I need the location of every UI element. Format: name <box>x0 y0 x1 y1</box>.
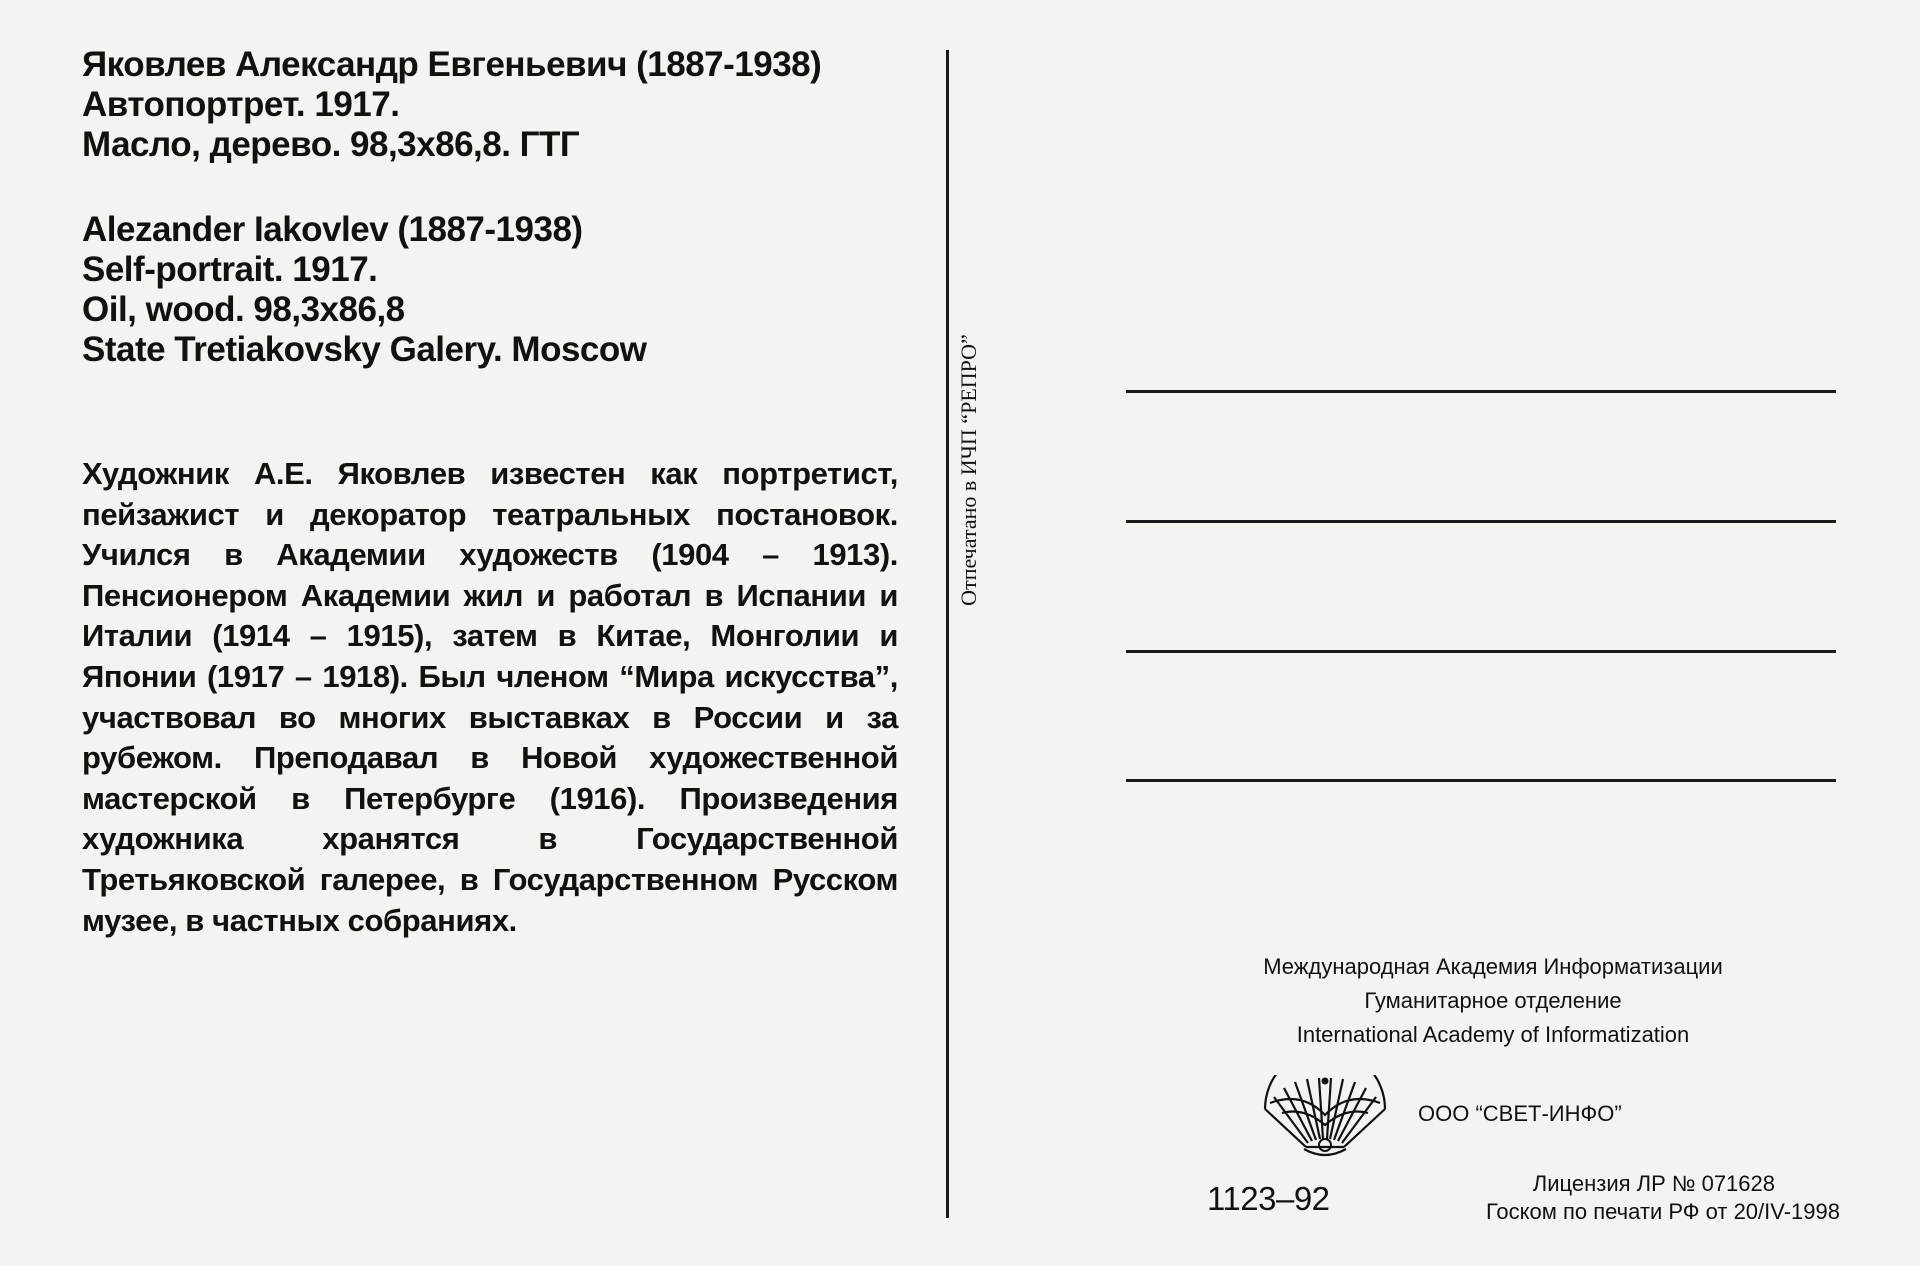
publisher-line: International Academy of Informatization <box>1296 1022 1690 1047</box>
publisher-block <box>1238 950 1748 1052</box>
printer-note: Отпечатано в ИЧП “РЕПРО” <box>956 334 981 606</box>
publisher-line: Международная Академия Информатизации <box>1263 954 1723 979</box>
center-divider <box>946 50 949 1218</box>
address-line <box>1126 520 1836 523</box>
address-line <box>1126 650 1836 653</box>
artwork-medium-ru: Масло, дерево. 98,3х86,8. ГТГ <box>82 125 580 164</box>
artwork-title-ru: Автопортрет. 1917. <box>82 85 400 124</box>
license-authority: Госком по печати РФ от 20/IV-1998 <box>1485 1199 1840 1224</box>
artist-biography: Художник А.Е. Яковлев известен как портретист, пейзажист и декоратор театральных постановок. Учился в Академии художеств (1904 – 1913). Пенсионером Академии жил и работал в Испании и Италии (1914 – 1915), затем в Китае, Монголии и Японии (1917 – 1918). Был членом “Мира искусства”, участвовал во многих выставках в России и за рубежом. Преподавал в Новой художественной мастерской в Петербурге (1916). Произведения художника хранятся в Государственной Третьяковской галерее, в Государственном Русском музее, в частных собраниях. <box>82 456 898 938</box>
address-line <box>1126 390 1836 393</box>
artwork-medium-en: Oil, wood. 98,3x86,8 <box>82 290 405 329</box>
artwork-collection-en: State Tretiakovsky Galery. Moscow <box>82 330 647 369</box>
artist-name-en: Alezander Iakovlev (1887-1938) <box>82 210 583 249</box>
fan-logo-icon <box>1262 1075 1388 1159</box>
artwork-title-en: Self-portrait. 1917. <box>82 250 378 289</box>
publisher-line: Гуманитарное отделение <box>1364 988 1622 1013</box>
company-name: ООО “СВЕТ-ИНФО” <box>1418 1101 1622 1126</box>
license-block <box>1440 1170 1840 1226</box>
artwork-caption-en <box>82 210 647 370</box>
license-number: Лицензия ЛР № 071628 <box>1532 1171 1775 1196</box>
catalog-code: 1123–92 <box>1207 1180 1330 1217</box>
address-line <box>1126 779 1836 782</box>
artist-name-ru: Яковлев Александр Евгеньевич (1887-1938) <box>82 45 822 84</box>
artwork-caption-ru <box>82 45 821 165</box>
